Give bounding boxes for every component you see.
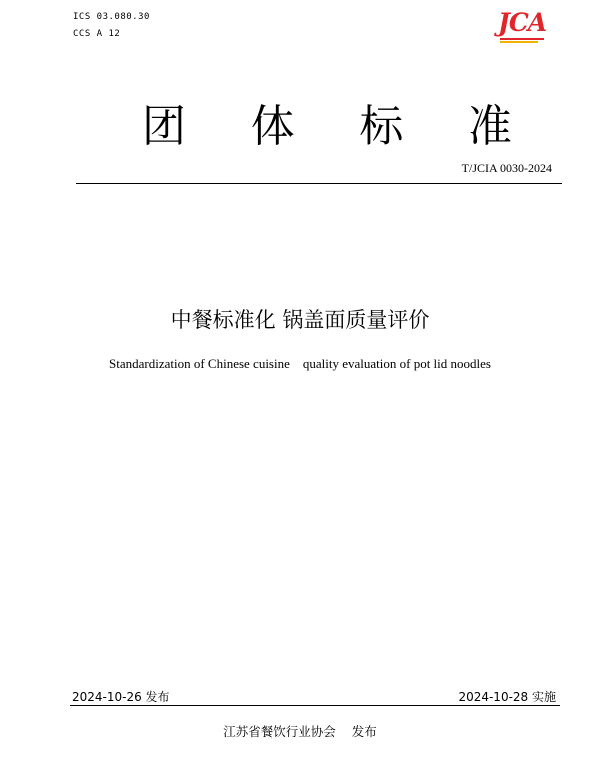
heading-char-4: 准 (467, 101, 512, 152)
jcia-logo (498, 10, 552, 44)
heading-char-1: 团 (142, 101, 186, 152)
ics-code: ICS 03.080.30 (73, 12, 150, 22)
standard-number: T/JCIA 0030-2024 (461, 161, 552, 175)
logo-letters: JCA (498, 8, 547, 37)
implement-date: 2024-10-28 实施 (458, 690, 556, 704)
document-type-heading (142, 90, 512, 154)
footer-divider (70, 705, 560, 706)
heading-char-2: 体 (250, 101, 295, 152)
chinese-title: 中餐标准化 锅盖面质量评价 (170, 308, 430, 332)
logo-red-stripe (500, 38, 544, 40)
publisher: 江苏省餐饮行业协会 发布 (223, 724, 377, 739)
logo-yellow-stripe (500, 41, 538, 43)
heading-char-3: 标 (359, 101, 404, 152)
ccs-code: CCS A 12 (73, 29, 121, 39)
publish-date: 2024-10-26 发布 (72, 690, 170, 704)
english-title: Standardization of Chinese cuisine quality evaluation of pot lid noodles (109, 356, 491, 371)
header-divider (76, 183, 562, 184)
